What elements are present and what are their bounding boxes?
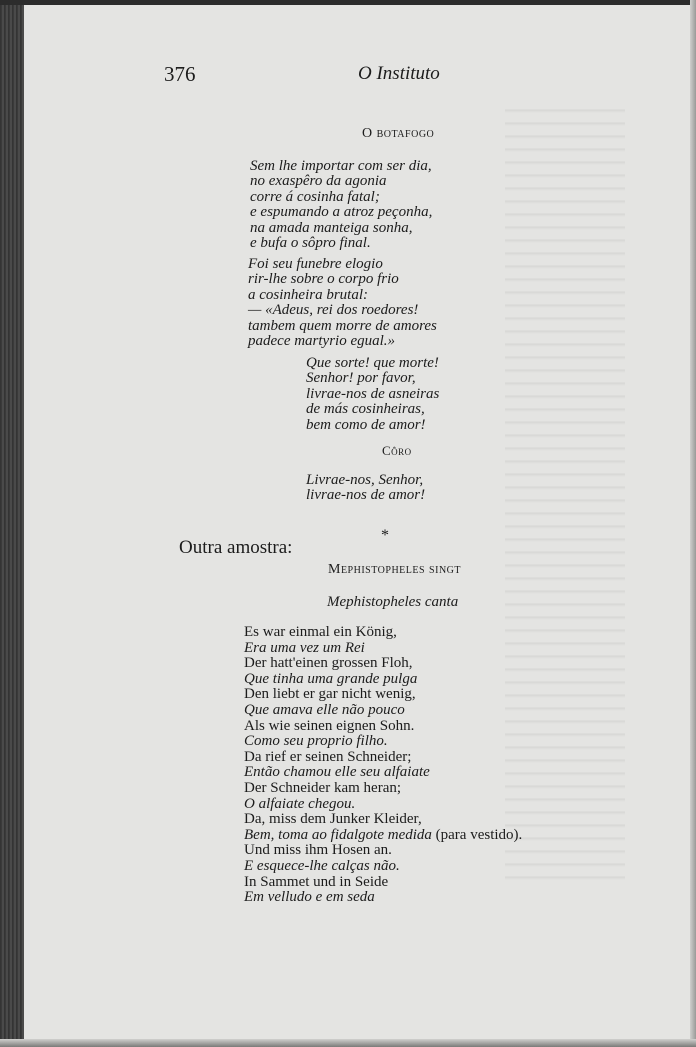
verse-line: — «Adeus, rei dos roedores! — [248, 302, 419, 319]
verse-line: padece martyrio egual.» — [248, 333, 396, 350]
verse-line: bem como de amor! — [306, 416, 426, 433]
poem-line-text: Então chamou elle seu alfaiate — [244, 764, 430, 781]
poem-line-text: Como seu proprio filho. — [244, 733, 388, 750]
poem-line-text: Da rief er seinen Schneider; — [244, 748, 412, 765]
poem-line-translation — [244, 703, 522, 719]
section-separator: * — [381, 527, 389, 544]
poem-line-text: E esquece-lhe calças não. — [244, 857, 400, 874]
poem-line-translation — [244, 765, 522, 781]
poem-line-translation — [244, 797, 522, 813]
poem-line-translation — [244, 828, 522, 844]
book-spine — [0, 0, 24, 1047]
poem-line-text: Bem, toma ao fidalgote medida — [244, 826, 432, 843]
verse-line: corre á cosinha fatal; — [250, 188, 380, 205]
poem-line-text: Em velludo e em seda — [244, 889, 375, 906]
page-bottom-edge — [0, 1039, 696, 1047]
poem-line-text: Als wie seinen eignen Sohn. — [244, 717, 415, 734]
verse-line: de más cosinheiras, — [306, 401, 425, 418]
section-subtitle: Mephistopheles canta — [327, 594, 459, 610]
section-title-botafogo: O botafogo — [362, 126, 435, 141]
poem-line-original — [244, 875, 522, 891]
poem-line-original — [244, 812, 522, 828]
verse-line: livrae-nos de asneiras — [306, 385, 440, 402]
poem-line-text: Den liebt er gar nicht wenig, — [244, 686, 416, 703]
poem-line-text: Era uma vez um Rei — [244, 639, 365, 656]
poem-line-note: (para vestido). — [431, 826, 523, 843]
poem-line-translation — [244, 641, 522, 657]
poem-line-text: Der hatt'einen grossen Floh, — [244, 655, 413, 672]
poem-line-original — [244, 625, 522, 641]
poem-line-text: O alfaiate chegou. — [244, 795, 356, 812]
bilingual-poem — [244, 625, 522, 906]
verse-line: na amada manteiga sonha, — [250, 219, 413, 236]
running-head: O Instituto — [358, 63, 440, 84]
poem-line-original — [244, 687, 522, 703]
poem-line-translation — [244, 859, 522, 875]
poem-line-text: Und miss ihm Hosen an. — [244, 842, 392, 859]
poem-line-translation — [244, 890, 522, 906]
poem-line-text: Da, miss dem Junker Kleider, — [244, 811, 422, 828]
stanza-3 — [306, 356, 439, 433]
poem-line-text: Es war einmal ein König, — [244, 624, 397, 640]
poem-line-translation — [244, 734, 522, 750]
poem-line-text: Que tinha uma grande pulga — [244, 670, 418, 687]
chorus-title: Côro — [382, 443, 412, 458]
verse-line: Senhor! por favor, — [306, 370, 416, 387]
verse-line: a cosinheira brutal: — [248, 286, 368, 303]
poem-line-original — [244, 750, 522, 766]
poem-line-original — [244, 656, 522, 672]
poem-line-original — [244, 719, 522, 735]
verse-line: e bufa o sôpro final. — [250, 235, 371, 252]
poem-line-translation — [244, 672, 522, 688]
stanza-2 — [248, 257, 437, 349]
verse-line: livrae-nos de amor! — [306, 487, 426, 504]
poem-line-original — [244, 781, 522, 797]
verse-line: Que sorte! que morte! — [306, 355, 439, 371]
verse-line: Sem lhe importar com ser dia, — [250, 158, 432, 174]
page-top-edge — [0, 0, 696, 5]
poem-line-text: In Sammet und in Seide — [244, 873, 389, 890]
page-right-edge — [690, 0, 696, 1047]
section-title-mephistopheles: Mephistopheles singt — [328, 562, 461, 577]
verse-line: rir-lhe sobre o corpo frio — [248, 271, 399, 288]
page-number: 376 — [164, 62, 196, 86]
verse-line: no exaspêro da agonia — [250, 173, 387, 190]
bleed-through-texture — [505, 100, 625, 880]
poem-line-text: Der Schneider kam heran; — [244, 779, 402, 796]
verse-line: e espumando a atroz peçonha, — [250, 204, 433, 221]
poem-line-text: Que amava elle não pouco — [244, 701, 405, 718]
chorus-stanza — [306, 473, 425, 504]
verse-line: Livrae-nos, Senhor, — [306, 472, 424, 488]
verse-line: tambem quem morre de amores — [248, 317, 437, 334]
verse-line: Foi seu funebre elogio — [248, 256, 383, 272]
stanza-1 — [250, 159, 432, 251]
intro-text: Outra amostra: — [179, 537, 293, 558]
poem-line-original — [244, 843, 522, 859]
